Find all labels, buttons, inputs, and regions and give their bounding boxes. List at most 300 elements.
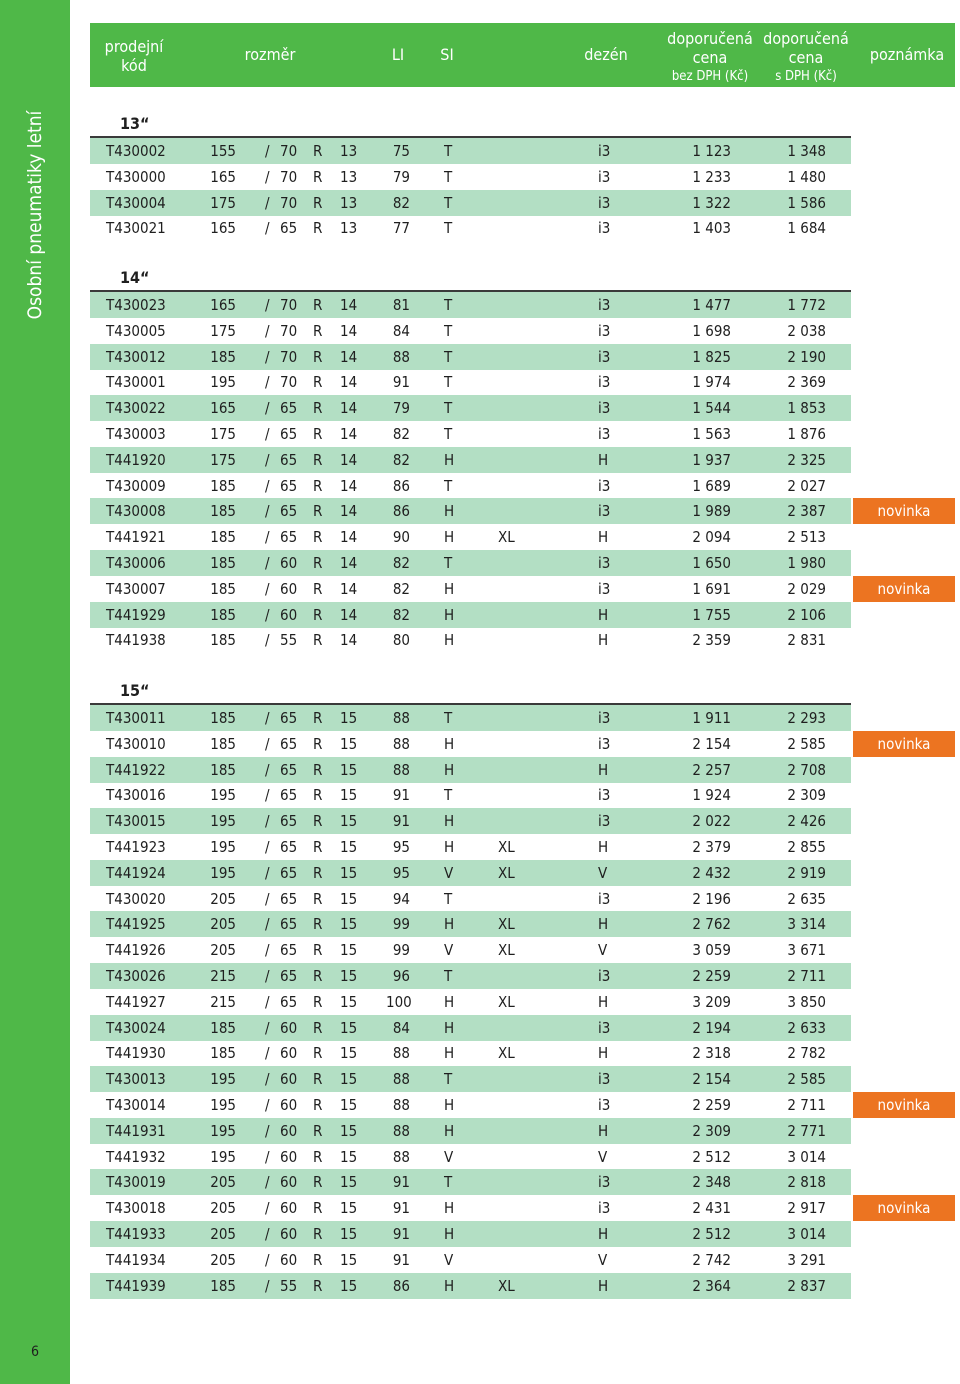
cell-slash: / xyxy=(265,967,270,985)
table-row xyxy=(90,834,851,860)
cell-price-incl-vat: 1 853 xyxy=(787,399,826,418)
cell-load-index: 91 xyxy=(392,812,410,831)
cell-profile: 60 xyxy=(280,1070,298,1089)
cell-slash: / xyxy=(265,450,270,469)
cell-rim: 15 xyxy=(340,992,358,1011)
cell-construction: R xyxy=(313,321,323,340)
cell-price-excl-vat: 2 762 xyxy=(692,915,731,934)
cell-price-incl-vat: 2 708 xyxy=(787,760,826,779)
cell-width: 165 xyxy=(210,399,236,418)
cell-profile: 65 xyxy=(280,502,298,521)
cell-pattern: V xyxy=(598,863,608,882)
cell-code: T441934 xyxy=(106,1250,166,1269)
cell-rim: 14 xyxy=(340,321,358,340)
cell-construction: R xyxy=(313,863,323,882)
cell-code: T430005 xyxy=(106,321,166,340)
table-row xyxy=(90,757,851,783)
cell-price-excl-vat: 1 698 xyxy=(692,321,731,340)
cell-speed-index: H xyxy=(444,760,455,779)
cell-width: 195 xyxy=(210,786,236,805)
cell-code: T430012 xyxy=(106,347,166,366)
cell-code: T441921 xyxy=(106,528,166,547)
cell-slash: / xyxy=(265,1276,270,1295)
cell-price-incl-vat: 2 325 xyxy=(787,450,826,469)
cell-slash: / xyxy=(265,476,270,495)
table-row xyxy=(90,705,851,731)
cell-pattern: i3 xyxy=(598,142,611,160)
cell-code: T430009 xyxy=(106,476,166,495)
cell-construction: R xyxy=(313,709,323,727)
cell-price-incl-vat: 3 671 xyxy=(787,941,826,960)
sidebar-title: Osobní pneumatiky letní xyxy=(24,110,46,320)
cell-pattern: i3 xyxy=(598,425,611,443)
cell-construction: R xyxy=(313,1173,323,1192)
cell-load-index: 91 xyxy=(392,1225,410,1243)
cell-slash: / xyxy=(265,1096,270,1114)
cell-slash: / xyxy=(265,219,270,238)
cell-rim: 14 xyxy=(340,425,358,443)
cell-price-excl-vat: 1 691 xyxy=(692,579,731,598)
cell-rim: 14 xyxy=(340,502,358,521)
cell-pattern: H xyxy=(598,1121,609,1140)
cell-speed-index: T xyxy=(444,786,453,805)
cell-slash: / xyxy=(265,760,270,779)
cell-width: 205 xyxy=(210,941,236,960)
cell-construction: R xyxy=(313,1199,323,1218)
cell-speed-index: T xyxy=(444,889,453,908)
cell-load-index: 84 xyxy=(392,321,410,340)
cell-width: 175 xyxy=(210,450,236,469)
cell-price-excl-vat: 2 432 xyxy=(692,863,731,882)
cell-pattern: i3 xyxy=(598,786,611,805)
cell-pattern: i3 xyxy=(598,1199,611,1218)
cell-width: 195 xyxy=(210,838,236,856)
cell-rim: 14 xyxy=(340,399,358,418)
cell-load-index: 81 xyxy=(392,296,410,314)
cell-profile: 65 xyxy=(280,992,298,1011)
cell-speed-index: T xyxy=(444,399,453,418)
cell-price-incl-vat: 2 027 xyxy=(787,476,826,495)
cell-profile: 60 xyxy=(280,1044,298,1063)
cell-load-index: 82 xyxy=(392,605,410,624)
cell-width: 185 xyxy=(210,502,236,521)
cell-width: 195 xyxy=(210,373,236,392)
cell-slash: / xyxy=(265,167,270,186)
cell-slash: / xyxy=(265,941,270,960)
cell-price-excl-vat: 2 359 xyxy=(692,631,731,650)
cell-profile: 65 xyxy=(280,889,298,908)
cell-price-incl-vat: 2 426 xyxy=(787,812,826,831)
novinka-badge: novinka xyxy=(853,1092,955,1118)
cell-construction: R xyxy=(313,760,323,779)
cell-price-incl-vat: 2 831 xyxy=(787,631,826,650)
table-row xyxy=(90,421,851,447)
cell-price-excl-vat: 2 348 xyxy=(692,1173,731,1192)
cell-code: T441929 xyxy=(106,605,166,624)
cell-load-index: 82 xyxy=(392,579,410,598)
cell-rim: 14 xyxy=(340,554,358,572)
cell-price-incl-vat: 1 480 xyxy=(787,167,826,186)
cell-code: T441927 xyxy=(106,992,166,1011)
cell-width: 185 xyxy=(210,760,236,779)
cell-code: T430000 xyxy=(106,167,166,186)
cell-pattern: i3 xyxy=(598,399,611,418)
cell-xl: XL xyxy=(498,838,515,856)
cell-code: T441932 xyxy=(106,1147,166,1166)
cell-price-excl-vat: 1 544 xyxy=(692,399,731,418)
cell-construction: R xyxy=(313,992,323,1011)
cell-rim: 15 xyxy=(340,709,358,727)
cell-pattern: H xyxy=(598,915,609,934)
cell-speed-index: V xyxy=(444,863,454,882)
cell-load-index: 86 xyxy=(392,502,410,521)
cell-construction: R xyxy=(313,219,323,238)
cell-profile: 55 xyxy=(280,1276,298,1295)
cell-construction: R xyxy=(313,450,323,469)
cell-speed-index: H xyxy=(444,838,455,856)
cell-load-index: 88 xyxy=(392,709,410,727)
cell-price-excl-vat: 2 259 xyxy=(692,967,731,985)
cell-rim: 14 xyxy=(340,347,358,366)
cell-slash: / xyxy=(265,554,270,572)
cell-slash: / xyxy=(265,373,270,392)
cell-speed-index: H xyxy=(444,812,455,831)
cell-load-index: 88 xyxy=(392,1070,410,1089)
cell-rim: 14 xyxy=(340,579,358,598)
cell-rim: 14 xyxy=(340,476,358,495)
table-row xyxy=(90,1247,851,1273)
table-row xyxy=(90,911,851,937)
cell-construction: R xyxy=(313,941,323,960)
cell-load-index: 88 xyxy=(392,1044,410,1063)
table-row xyxy=(90,1015,851,1041)
cell-slash: / xyxy=(265,579,270,598)
cell-price-excl-vat: 3 209 xyxy=(692,992,731,1011)
cell-construction: R xyxy=(313,476,323,495)
cell-construction: R xyxy=(313,1121,323,1140)
table-row xyxy=(90,344,851,370)
cell-construction: R xyxy=(313,1096,323,1114)
cell-slash: / xyxy=(265,863,270,882)
cell-slash: / xyxy=(265,193,270,212)
cell-price-excl-vat: 2 094 xyxy=(692,528,731,547)
cell-code: T430020 xyxy=(106,889,166,908)
cell-construction: R xyxy=(313,1070,323,1089)
cell-rim: 15 xyxy=(340,863,358,882)
cell-rim: 15 xyxy=(340,1276,358,1295)
cell-price-excl-vat: 1 974 xyxy=(692,373,731,392)
cell-construction: R xyxy=(313,734,323,753)
cell-price-excl-vat: 2 318 xyxy=(692,1044,731,1063)
cell-price-excl-vat: 2 194 xyxy=(692,1018,731,1037)
cell-slash: / xyxy=(265,502,270,521)
cell-rim: 15 xyxy=(340,1199,358,1218)
cell-width: 175 xyxy=(210,425,236,443)
cell-code: T430016 xyxy=(106,786,166,805)
cell-width: 185 xyxy=(210,476,236,495)
cell-width: 205 xyxy=(210,1250,236,1269)
cell-slash: / xyxy=(265,734,270,753)
cell-construction: R xyxy=(313,838,323,856)
cell-price-incl-vat: 2 387 xyxy=(787,502,826,521)
cell-width: 185 xyxy=(210,579,236,598)
cell-construction: R xyxy=(313,502,323,521)
cell-slash: / xyxy=(265,838,270,856)
cell-construction: R xyxy=(313,399,323,418)
cell-construction: R xyxy=(313,1250,323,1269)
cell-price-incl-vat: 2 369 xyxy=(787,373,826,392)
cell-profile: 65 xyxy=(280,863,298,882)
table-row xyxy=(90,215,851,241)
table-row xyxy=(90,164,851,190)
cell-construction: R xyxy=(313,812,323,831)
cell-load-index: 99 xyxy=(392,941,410,960)
cell-pattern: H xyxy=(598,992,609,1011)
cell-price-incl-vat: 2 309 xyxy=(787,786,826,805)
cell-price-incl-vat: 2 633 xyxy=(787,1018,826,1037)
cell-pattern: H xyxy=(598,838,609,856)
cell-price-excl-vat: 1 937 xyxy=(692,450,731,469)
cell-load-index: 82 xyxy=(392,425,410,443)
cell-profile: 65 xyxy=(280,528,298,547)
cell-profile: 70 xyxy=(280,167,298,186)
cell-width: 205 xyxy=(210,1173,236,1192)
cell-load-index: 95 xyxy=(392,838,410,856)
cell-profile: 65 xyxy=(280,219,298,238)
cell-rim: 15 xyxy=(340,734,358,753)
cell-rim: 13 xyxy=(340,193,358,212)
cell-width: 185 xyxy=(210,528,236,547)
cell-profile: 60 xyxy=(280,554,298,572)
cell-load-index: 91 xyxy=(392,1199,410,1218)
cell-profile: 70 xyxy=(280,347,298,366)
cell-code: T430003 xyxy=(106,425,166,443)
cell-speed-index: H xyxy=(444,528,455,547)
cell-speed-index: T xyxy=(444,347,453,366)
cell-construction: R xyxy=(313,967,323,985)
cell-rim: 15 xyxy=(340,1096,358,1114)
cell-code: T430007 xyxy=(106,579,166,598)
cell-rim: 15 xyxy=(340,786,358,805)
cell-code: T441938 xyxy=(106,631,166,650)
cell-price-excl-vat: 2 379 xyxy=(692,838,731,856)
cell-price-incl-vat: 2 585 xyxy=(787,734,826,753)
cell-price-incl-vat: 2 711 xyxy=(787,1096,826,1114)
table-row xyxy=(90,1066,851,1092)
cell-price-incl-vat: 2 585 xyxy=(787,1070,826,1089)
cell-construction: R xyxy=(313,915,323,934)
cell-price-excl-vat: 2 364 xyxy=(692,1276,731,1295)
cell-code: T430004 xyxy=(106,193,166,212)
cell-pattern: H xyxy=(598,528,609,547)
cell-pattern: i3 xyxy=(598,1173,611,1192)
cell-load-index: 88 xyxy=(392,734,410,753)
cell-price-incl-vat: 1 586 xyxy=(787,193,826,212)
header-li: LI xyxy=(391,45,405,64)
cell-profile: 65 xyxy=(280,709,298,727)
cell-price-incl-vat: 3 850 xyxy=(787,992,826,1011)
cell-pattern: H xyxy=(598,1225,609,1243)
table-row xyxy=(90,1118,851,1144)
cell-load-index: 90 xyxy=(392,528,410,547)
cell-price-incl-vat: 3 314 xyxy=(787,915,826,934)
table-row xyxy=(90,576,851,602)
table-row xyxy=(90,1195,851,1221)
cell-rim: 15 xyxy=(340,1121,358,1140)
cell-price-incl-vat: 2 513 xyxy=(787,528,826,547)
cell-pattern: i3 xyxy=(598,812,611,831)
cell-price-incl-vat: 2 293 xyxy=(787,709,826,727)
cell-speed-index: H xyxy=(444,915,455,934)
cell-slash: / xyxy=(265,786,270,805)
cell-load-index: 82 xyxy=(392,193,410,212)
cell-slash: / xyxy=(265,1018,270,1037)
cell-speed-index: T xyxy=(444,1070,453,1089)
table-row xyxy=(90,524,851,550)
cell-price-incl-vat: 2 837 xyxy=(787,1276,826,1295)
cell-price-excl-vat: 1 650 xyxy=(692,554,731,572)
table-row xyxy=(90,138,851,164)
cell-pattern: i3 xyxy=(598,889,611,908)
cell-code: T430019 xyxy=(106,1173,166,1192)
cell-pattern: i3 xyxy=(598,1018,611,1037)
cell-price-excl-vat: 2 154 xyxy=(692,734,731,753)
cell-slash: / xyxy=(265,812,270,831)
cell-speed-index: V xyxy=(444,1147,454,1166)
cell-price-excl-vat: 2 257 xyxy=(692,760,731,779)
cell-code: T430015 xyxy=(106,812,166,831)
cell-pattern: H xyxy=(598,605,609,624)
cell-profile: 70 xyxy=(280,321,298,340)
cell-construction: R xyxy=(313,579,323,598)
cell-price-excl-vat: 2 309 xyxy=(692,1121,731,1140)
cell-xl: XL xyxy=(498,528,515,547)
table-row xyxy=(90,1144,851,1170)
cell-code: T430013 xyxy=(106,1070,166,1089)
cell-pattern: i3 xyxy=(598,709,611,727)
cell-price-excl-vat: 1 924 xyxy=(692,786,731,805)
cell-width: 215 xyxy=(210,992,236,1011)
cell-profile: 60 xyxy=(280,605,298,624)
novinka-badge: novinka xyxy=(853,1195,955,1221)
cell-slash: / xyxy=(265,1147,270,1166)
table-row xyxy=(90,1273,851,1299)
cell-speed-index: V xyxy=(444,1250,454,1269)
cell-code: T430011 xyxy=(106,709,166,727)
table-row xyxy=(90,473,851,499)
cell-pattern: i3 xyxy=(598,296,611,314)
cell-rim: 15 xyxy=(340,967,358,985)
cell-price-excl-vat: 1 755 xyxy=(692,605,731,624)
table-row xyxy=(90,937,851,963)
cell-price-excl-vat: 2 742 xyxy=(692,1250,731,1269)
cell-profile: 60 xyxy=(280,1199,298,1218)
cell-price-excl-vat: 2 512 xyxy=(692,1147,731,1166)
cell-load-index: 100 xyxy=(386,992,412,1011)
cell-width: 205 xyxy=(210,1199,236,1218)
cell-speed-index: T xyxy=(444,967,453,985)
cell-load-index: 86 xyxy=(392,476,410,495)
cell-price-incl-vat: 1 876 xyxy=(787,425,826,443)
cell-code: T441922 xyxy=(106,760,166,779)
cell-width: 195 xyxy=(210,1147,236,1166)
cell-width: 195 xyxy=(210,1121,236,1140)
cell-code: T441931 xyxy=(106,1121,166,1140)
table-row xyxy=(90,627,851,653)
cell-construction: R xyxy=(313,631,323,650)
cell-width: 165 xyxy=(210,167,236,186)
cell-code: T430026 xyxy=(106,967,166,985)
cell-speed-index: H xyxy=(444,1121,455,1140)
cell-width: 185 xyxy=(210,605,236,624)
cell-profile: 65 xyxy=(280,915,298,934)
cell-slash: / xyxy=(265,1070,270,1089)
cell-rim: 15 xyxy=(340,1250,358,1269)
cell-code: T430023 xyxy=(106,296,166,314)
cell-pattern: i3 xyxy=(598,476,611,495)
header-dezen: dezén xyxy=(584,45,628,64)
cell-pattern: H xyxy=(598,760,609,779)
cell-slash: / xyxy=(265,915,270,934)
cell-pattern: H xyxy=(598,631,609,650)
cell-speed-index: H xyxy=(444,1044,455,1063)
cell-width: 195 xyxy=(210,1096,236,1114)
cell-width: 185 xyxy=(210,631,236,650)
section-label: 15“ xyxy=(120,681,150,700)
cell-pattern: i3 xyxy=(598,967,611,985)
cell-price-incl-vat: 2 818 xyxy=(787,1173,826,1192)
cell-price-excl-vat: 1 403 xyxy=(692,219,731,238)
table-row xyxy=(90,190,851,216)
cell-slash: / xyxy=(265,1044,270,1063)
cell-pattern: i3 xyxy=(598,321,611,340)
cell-pattern: i3 xyxy=(598,1070,611,1089)
table-row xyxy=(90,550,851,576)
cell-profile: 65 xyxy=(280,838,298,856)
cell-load-index: 75 xyxy=(392,142,410,160)
cell-code: T430002 xyxy=(106,142,166,160)
cell-width: 195 xyxy=(210,1070,236,1089)
cell-rim: 14 xyxy=(340,631,358,650)
cell-profile: 65 xyxy=(280,734,298,753)
cell-profile: 65 xyxy=(280,399,298,418)
cell-construction: R xyxy=(313,193,323,212)
cell-speed-index: H xyxy=(444,1225,455,1243)
cell-load-index: 86 xyxy=(392,1276,410,1295)
cell-price-excl-vat: 2 259 xyxy=(692,1096,731,1114)
cell-load-index: 88 xyxy=(392,1096,410,1114)
cell-speed-index: V xyxy=(444,941,454,960)
cell-slash: / xyxy=(265,425,270,443)
cell-rim: 15 xyxy=(340,760,358,779)
cell-width: 155 xyxy=(210,142,236,160)
cell-rim: 15 xyxy=(340,1147,358,1166)
cell-construction: R xyxy=(313,1147,323,1166)
cell-speed-index: T xyxy=(444,193,453,212)
cell-construction: R xyxy=(313,1044,323,1063)
cell-price-incl-vat: 2 771 xyxy=(787,1121,826,1140)
cell-slash: / xyxy=(265,889,270,908)
cell-construction: R xyxy=(313,1225,323,1243)
cell-slash: / xyxy=(265,347,270,366)
cell-width: 185 xyxy=(210,709,236,727)
cell-width: 195 xyxy=(210,863,236,882)
table-row xyxy=(90,602,851,628)
cell-speed-index: T xyxy=(444,1173,453,1192)
cell-construction: R xyxy=(313,1276,323,1295)
cell-width: 205 xyxy=(210,915,236,934)
cell-load-index: 77 xyxy=(392,219,410,238)
